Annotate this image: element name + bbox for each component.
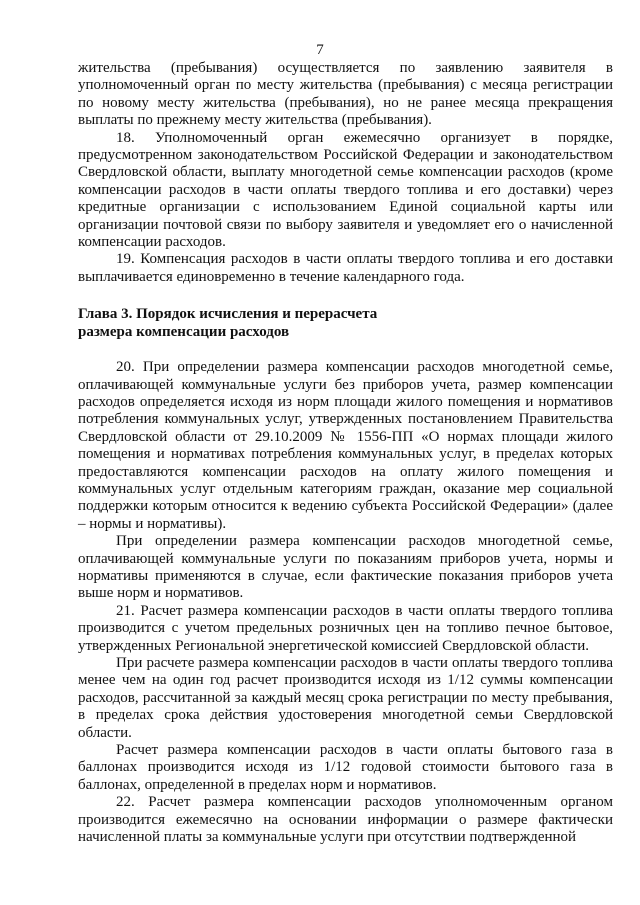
paragraph-20: 20. При определении размера компенсации расходов многодетной семье, оплачивающей коммунальные услуги без приборов учета, размер компенсации расходов определяется исходя из норм площади жилого помещения и нормативов потребления коммунальных услуг, утвержденных постановлением Правительства Свердловской области от 29.10.2009 № 1556-ПП «О нормах площади жилого помещения и нормативах потребления коммунальных услуг, в пределах которых предоставляются компенсации расходов на оплату жилого помещения и коммунальных услуг отдельным категориям граждан, оказание мер социальной поддержки которым относится к ведению субъекта Российской Федерации» (далее – нормы и нормативы).	[78, 359, 613, 532]
paragraph-22: 22. Расчет размера компенсации расходов уполномоченным органом производится ежемесячно на основании информации о размере фактически начисленной платы за коммунальные услуги при отсутствии подтвержденной	[78, 794, 613, 846]
paragraph-21-solid-fuel: При расчете размера компенсации расходов в части оплаты твердого топлива менее чем на один год расчет производится исходя из 1/12 суммы компенсации расходов, рассчитанной за каждый месяц срока регистрации по месту пребывания, в пределах срока действия удостоверения многодетной семьи Свердловской области.	[78, 655, 613, 741]
paragraph-20-meters: При определении размера компенсации расходов многодетной семье, оплачивающей коммунальные услуги по показаниям приборов учета, нормы и нормативы применяются в случае, если фактические показания приборов учета выше норм и нормативов.	[78, 533, 613, 602]
paragraph-18: 18. Уполномоченный орган ежемесячно организует в порядке, предусмотренном законодательством Российской Федерации и законодательством Свердловской области, выплату многодетной семье компенсации расходов (кроме компенсации расходов в части оплаты твердого топлива и его доставки) через кредитные организации с использованием Единой социальной карты или организации почтовой связи по выбору заявителя и уведомляет его о начисленной компенсации расходов.	[78, 129, 613, 251]
paragraph-19: 19. Компенсация расходов в части оплаты твердого топлива и его доставки выплачивается единовременно в течение календарного года.	[78, 251, 613, 285]
chapter-heading-line-2: размера компенсации расходов	[78, 323, 290, 340]
paragraph-21-gas: Расчет размера компенсации расходов в части оплаты бытового газа в баллонах производится исходя из 1/12 годовой стоимости бытового газа в баллонах, определенной в пределах норм и нормативов.	[78, 742, 613, 793]
chapter-heading-line-1: Глава 3. Порядок исчисления и перерасчета	[78, 306, 378, 323]
page-number: 7	[316, 42, 324, 58]
document-body	[78, 60, 613, 846]
paragraph-21: 21. Расчет размера компенсации расходов в части оплаты твердого топлива производится с учетом предельных розничных цен на топливо печное бытовое, утвержденных Региональной энергетической комиссией Свердловской области.	[78, 602, 613, 654]
paragraph-continuation: жительства (пребывания) осуществляется по заявлению заявителя в уполномоченный орган по месту жительства (пребывания) с месяца регистрации по новому месту жительства (пребывания), но не ранее месяца прекращения выплаты по прежнему месту жительства (пребывания).	[78, 60, 613, 129]
